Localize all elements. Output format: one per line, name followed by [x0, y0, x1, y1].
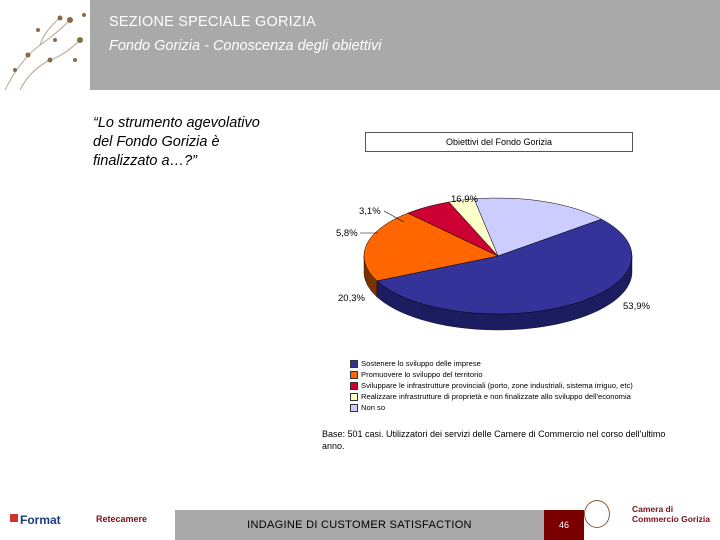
section-title: SEZIONE SPECIALE GORIZIA	[109, 14, 317, 30]
legend-swatch-1	[350, 371, 358, 379]
format-logo: Format	[20, 513, 61, 527]
chart-legend	[350, 358, 633, 413]
pie-data-label-2: 5,8%	[336, 228, 358, 239]
legend-swatch-3	[350, 393, 358, 401]
legend-swatch-2	[350, 382, 358, 390]
pie-data-label-0: 53,9%	[623, 301, 650, 312]
footer-title-text: INDAGINE DI CUSTOMER SATISFACTION	[247, 519, 472, 531]
chart-title: Obiettivi del Fondo Gorizia	[365, 132, 633, 152]
pie-data-label-4: 16,9%	[451, 194, 478, 205]
section-subtitle: Fondo Gorizia - Conoscenza degli obiettivi	[109, 38, 382, 54]
legend-label-0: Sostenere lo sviluppo delle imprese	[361, 359, 481, 368]
legend-label-1: Promuovere lo sviluppo del territorio	[361, 370, 483, 379]
page-number: 46	[544, 510, 584, 540]
legend-item-1	[350, 369, 633, 380]
retecamere-logo: Retecamere	[96, 514, 148, 524]
seal-icon	[584, 500, 610, 528]
pie-data-label-1: 20,3%	[338, 293, 365, 304]
legend-item-3	[350, 391, 633, 402]
legend-label-3: Realizzare infrastrutture di proprietà e non finalizzate allo sviluppo dell'economia	[361, 392, 631, 401]
legend-label-4: Non so	[361, 403, 386, 412]
legend-label-2: Sviluppare le infrastrutture provinciali (porto, zone industriali, sistema irriguo, etc)	[361, 381, 633, 390]
footer-title	[175, 510, 544, 540]
camera-commercio-logo: Camera di Commercio Gorizia	[632, 504, 710, 524]
legend-item-0	[350, 358, 633, 369]
legend-swatch-0	[350, 360, 358, 368]
base-note: Base: 501 casi. Utilizzatori dei servizi delle Camere di Commercio nel corso dell'ultimo anno.	[322, 429, 666, 451]
question-text: “Lo strumento agevolativo del Fondo Gorizia è finalizzato a…?”	[93, 115, 260, 169]
legend-swatch-4	[350, 404, 358, 412]
legend-item-4	[350, 402, 633, 413]
legend-item-2	[350, 380, 633, 391]
pie-data-label-3: 3,1%	[359, 206, 381, 217]
